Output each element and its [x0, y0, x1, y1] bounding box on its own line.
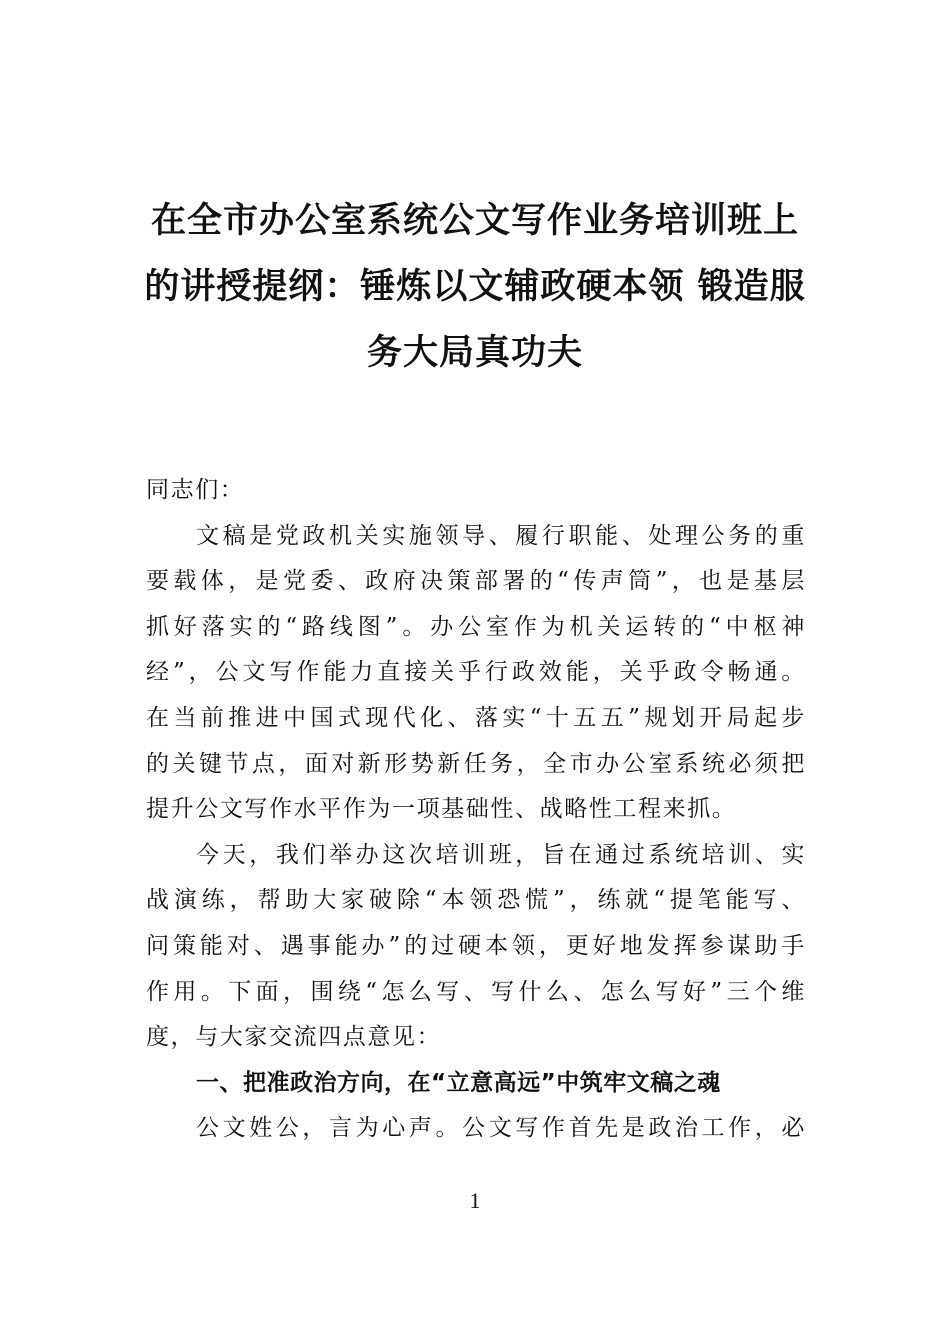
- text-line: 今天，我们举办这次培训班，旨在通过系统培训、实: [196, 841, 806, 868]
- text-line: 公文姓公，言为心声。公文写作首先是政治工作，必: [196, 1115, 806, 1142]
- text-line: 经”，公文写作能力直接关乎行政效能，关乎政令畅通。: [146, 659, 806, 686]
- text-line: 的关键节点，面对新形势新任务，全市办公室系统必须把: [146, 750, 806, 777]
- title-line: 务大局真功夫: [366, 332, 583, 373]
- text-line: 要载体，是党委、政府决策部署的“传声筒”，也是基层: [146, 568, 806, 595]
- text-line: 度，与大家交流四点意见：: [146, 1024, 442, 1051]
- text-line: 文稿是党政机关实施领导、履行职能、处理公务的重: [196, 522, 806, 549]
- document-title: [140, 188, 810, 386]
- document-body: [146, 468, 806, 1152]
- paragraph-2: [146, 833, 806, 1061]
- text-line: 提升公文写作水平作为一项基础性、战略性工程来抓。: [146, 796, 737, 823]
- text-line: 抓好落实的“路线图”。办公室作为机关运转的“中枢神: [146, 613, 806, 640]
- text-line: 问策能对、遇事能办”的过硬本领，更好地发挥参谋助手: [146, 932, 806, 959]
- salutation: 同志们：: [146, 477, 245, 503]
- text-line: 作用。下面，围绕“怎么写、写什么、怎么写好”三个维: [146, 978, 806, 1005]
- text-line: 战演练，帮助大家破除“本领恐慌”，练就“提笔能写、: [146, 887, 806, 914]
- title-line: 在全市办公室系统公文写作业务培训班上: [150, 200, 799, 241]
- text-line: 在当前推进中国式现代化、落实“十五五”规划开局起步: [146, 704, 806, 731]
- page-number: 1: [469, 1188, 481, 1213]
- paragraph-1: [146, 514, 806, 833]
- section-heading: 一、把准政治方向，在“立意高远”中筑牢文稿之魂: [196, 1069, 721, 1096]
- title-line: 的讲授提纲：锤炼以文辅政硬本领 锻造服: [144, 266, 806, 307]
